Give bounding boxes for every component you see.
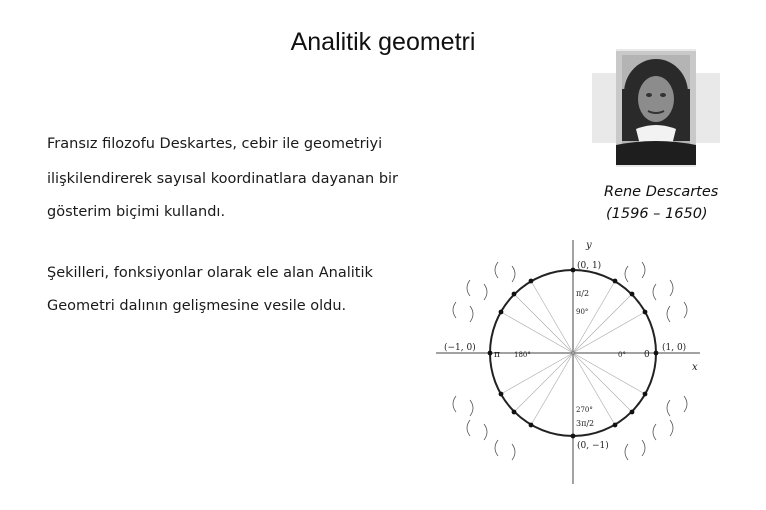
degree-270: 270° [576,406,593,414]
degree-90: 90° [576,308,589,316]
unit-circle-diagram [428,236,708,486]
radian-pi: π [494,350,500,360]
paragraph-1-line-2: ilişkilendirerek sayısal koordinatlara dayanan bir [47,171,399,187]
slide-title: Analitik geometri [290,28,476,56]
radian-zero: 0 [644,350,650,360]
x-axis-label: x [692,362,698,373]
radian-3pi-half: 3π/2 [576,419,595,428]
portrait-caption-name: Rene Descartes [604,184,719,200]
point-bottom-label: (0, −1) [577,441,609,451]
paragraph-2-line-1: Şekilleri, fonksiyonlar olarak ele alan Analitik [47,265,373,281]
paragraph-1-line-3: gösterim biçimi kullandı. [47,204,226,220]
point-left-label: (−1, 0) [444,343,476,353]
degree-0: 0° [618,351,626,359]
point-top-label: (0, 1) [577,261,602,271]
point-right-label: (1, 0) [662,343,687,353]
outer-coordinate-annotations [453,262,687,460]
radian-pi-half: π/2 [576,289,590,298]
degree-180: 180° [514,351,531,359]
paragraph-2-line-2: Geometri dalının gelişmesine vesile oldu. [47,298,347,314]
paragraph-1-line-1: Fransız filozofu Deskartes, cebir ile geometriyi [47,136,383,152]
descartes-portrait [592,49,720,167]
y-axis-label: y [586,240,592,251]
portrait-caption-years: (1596 – 1650) [606,206,708,222]
